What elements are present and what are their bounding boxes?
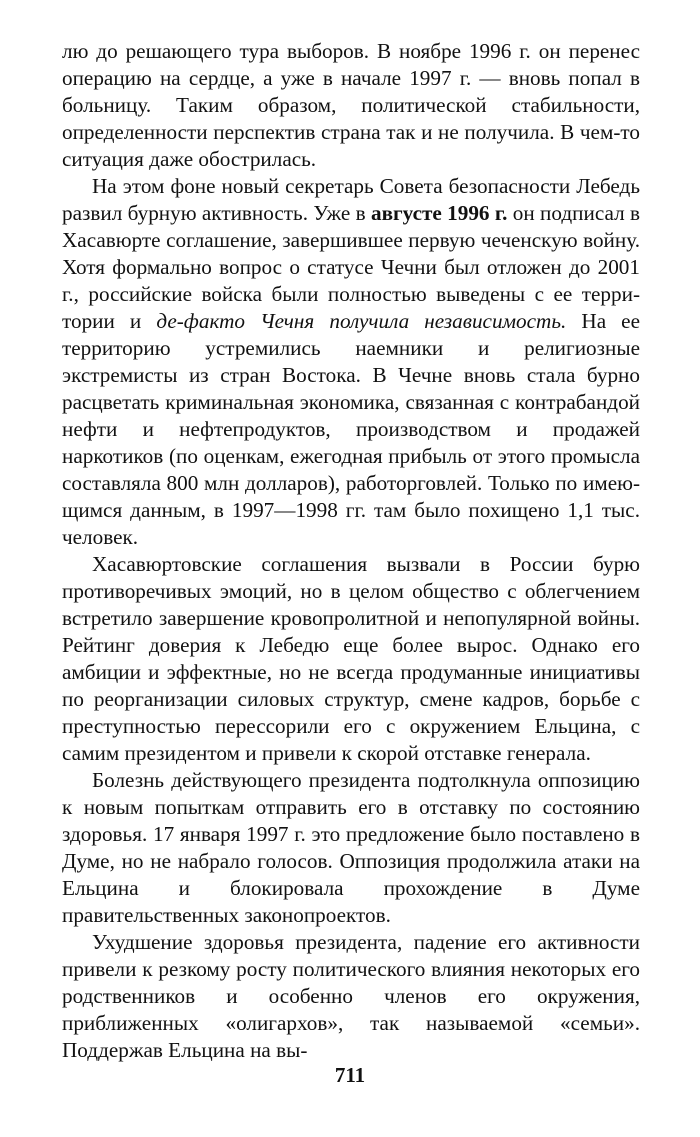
p3-text: Хасавюртовские соглашения вызвали в России бурю противоречивых эмоций, но в целом общество с облегчением встретило завершение кровопролитной и непопулярной войны. Рейтинг доверия к Лебедю еще более вырос. Однако его амбиции и эффектные, но не всегда продуманные инициативы по реорганизации силовых структур, смене кадров, борьбе с преступностью перессорили его с окружением Ельцина, с самим президентом и привели к скорой отставке генерала. <box>62 552 640 765</box>
p2-bold-date: августе 1996 г. <box>370 201 508 225</box>
p2-text-3: На ее территорию устремились наемники и религиозные экстремисты из стран Востока. В Чечне вновь стала бурно расцветать криминальная экономика, связанная с контрабандой нефти и нефтепродуктов, производством и продажей наркотиков (по оценкам, ежегодная прибыль от этого промысла составляла 800 млн долларов), работорговлей. Только по имеющимся данным, в 1997—1998 гг. там было похищено 1,1 тыс. человек. <box>62 309 640 549</box>
page-body <box>62 38 640 1064</box>
p2-text-1: На этом фоне новый секретарь Совета безопасности Лебедь развил бурную активность. Уже в <box>62 174 640 225</box>
p1-text: лю до решающего тура выборов. В ноябре 1996 г. он перенес операцию на сердце, а уже в начале 1997 г. — вновь попал в больницу. Таким образом, политической стабильности, определенности перспектив страна так и не получила. В чем-то ситуация даже обострилась. <box>62 39 640 171</box>
paragraph-3 <box>62 551 640 767</box>
paragraph-2 <box>62 173 640 551</box>
paragraph-5 <box>62 929 640 1064</box>
page-number: 711 <box>334 1063 366 1087</box>
p5-text: Ухудшение здоровья президента, падение его активности привели к резкому росту политического влияния некоторых его родственников и особенно членов его окружения, приближенных «олигархов», так называемой «семьи». Поддержав Ельцина на вы- <box>62 930 640 1062</box>
p4-text: Болезнь действующего президента подтолкнула оппозицию к новым попыткам отправить его в отставку по состоянию здоровья. 17 января 1997 г. это предложение было поставлено в Думе, но не набрало голосов. Оппозиция продолжила атаки на Ельцина и блокировала прохождение в Думе правительственных законопроектов. <box>62 768 640 927</box>
paragraph-1 <box>62 38 640 173</box>
p2-italic-phrase: де-факто Чечня получила независимость. <box>156 309 567 333</box>
paragraph-4 <box>62 767 640 929</box>
p2-text-2: он подписал в Хасавюрте соглашение, завершившее первую чеченскую войну. Хотя формально вопрос о статусе Чечни был отложен до 2001 г., российские войска были полностью выведены с ее территории и <box>62 201 641 333</box>
